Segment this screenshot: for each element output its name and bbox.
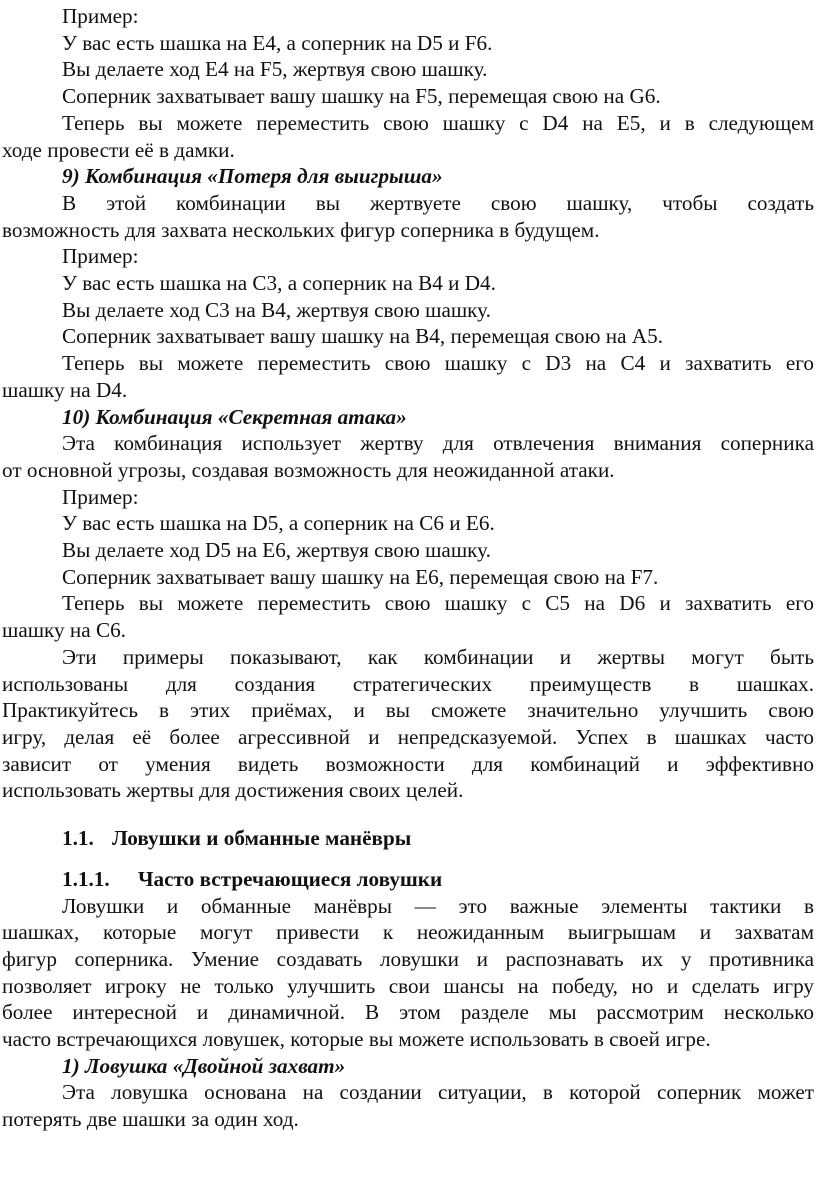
text-line: фигур соперника. Умение создавать ловушки и распознавать их у противника [2, 946, 814, 971]
text-line: от основной угрозы, создавая возможность для неожиданной атаки. [2, 457, 615, 482]
text-line: В этой комбинации вы жертвуете свою шашку, чтобы создать [62, 190, 814, 215]
text-line: использованы для создания стратегических преимуществ в шашках. [2, 671, 814, 696]
text-line: Практикуйтесь в этих приёмах, и вы сможете значительно улучшить свою [2, 698, 814, 723]
text-line: Эта ловушка основана на создании ситуации, в которой соперник может [62, 1080, 814, 1105]
summary-paragraph [2, 644, 814, 804]
example-line: Соперник захватывает вашу шашку на F5, перемещая свою на G6. [62, 84, 661, 109]
text-line: Теперь вы можете переместить свою шашку с C5 на D6 и захватить его [62, 591, 814, 616]
example-line: У вас есть шашка на C3, а соперник на B4 и D4. [62, 271, 496, 296]
example-line: Вы делаете ход D5 на E6, жертвуя свою шашку. [62, 538, 491, 563]
text-line: Теперь вы можете переместить свою шашку с D4 на E5, и в следующем [62, 110, 814, 135]
example-line: У вас есть шашка на E4, а соперник на D5 и F6. [62, 30, 493, 55]
text-line: шашках, которые могут привести к неожиданным выигрышам и захватам [2, 920, 814, 945]
traps-intro-paragraph [2, 893, 814, 1053]
section-number: 1.1. [62, 826, 94, 851]
section-title: Часто встречающиеся ловушки [138, 866, 443, 891]
trap-heading-1: 1) Ловушка «Двойной захват» [62, 1053, 346, 1078]
section-number: 1.1.1. [62, 866, 110, 891]
example-label: Пример: [62, 244, 139, 269]
text-line: зависит от умения видеть возможности для комбинаций и эффективно [2, 751, 814, 776]
text-line: Ловушки и обманные манёвры — это важные элементы тактики в [62, 893, 814, 918]
text-line: Теперь вы можете переместить свою шашку с D3 на C4 и захватить его [62, 351, 814, 376]
example-line: Соперник захватывает вашу шашку на B4, перемещая свою на A5. [62, 324, 663, 349]
combination-heading-9: 9) Комбинация «Потеря для выигрыша» [62, 164, 443, 189]
text-line: шашку на C6. [2, 618, 126, 643]
example-line: У вас есть шашка на D5, а соперник на C6 и E6. [62, 511, 495, 536]
example-paragraph [2, 110, 814, 163]
example-paragraph [2, 590, 814, 643]
example-line: Вы делаете ход C3 на B4, жертвуя свою шашку. [62, 297, 491, 322]
text-line: потерять две шашки за один ход. [2, 1107, 299, 1132]
section-heading-1-1 [2, 825, 814, 852]
combination-heading-10: 10) Комбинация «Секретная атака» [62, 404, 407, 429]
text-line: часто встречающихся ловушек, которые вы можете использовать в своей игре. [2, 1027, 711, 1052]
text-line: позволяет игроку не только улучшить свои шансы на победу, но и сделать игру [2, 973, 814, 998]
text-line: возможность для захвата нескольких фигур соперника в будущем. [2, 217, 600, 242]
text-line: Эти примеры показывают, как комбинации и жертвы могут быть [62, 644, 814, 669]
section-title: Ловушки и обманные манёвры [112, 826, 412, 851]
text-line: более интересной и динамичной. В этом разделе мы рассмотрим несколько [2, 1000, 814, 1025]
text-line: использовать жертвы для достижения своих целей. [2, 778, 464, 803]
example-paragraph [2, 350, 814, 403]
example-label: Пример: [62, 484, 139, 509]
example-line: Соперник захватывает вашу шашку на E6, перемещая свою на F7. [62, 564, 659, 589]
trap-description [2, 1079, 814, 1132]
combination-description [2, 190, 814, 243]
combination-description [2, 430, 814, 483]
text-line: Эта комбинация использует жертву для отвлечения внимания соперника [62, 431, 814, 456]
text-line: шашку на D4. [2, 377, 128, 402]
text-line: игру, делая её более агрессивной и непредсказуемой. Успех в шашках часто [2, 724, 814, 749]
text-line: ходе провести её в дамки. [2, 137, 235, 162]
example-label: Пример: [62, 4, 139, 28]
section-heading-1-1-1 [2, 866, 814, 893]
example-line: Вы делаете ход E4 на F5, жертвуя свою шашку. [62, 57, 488, 82]
